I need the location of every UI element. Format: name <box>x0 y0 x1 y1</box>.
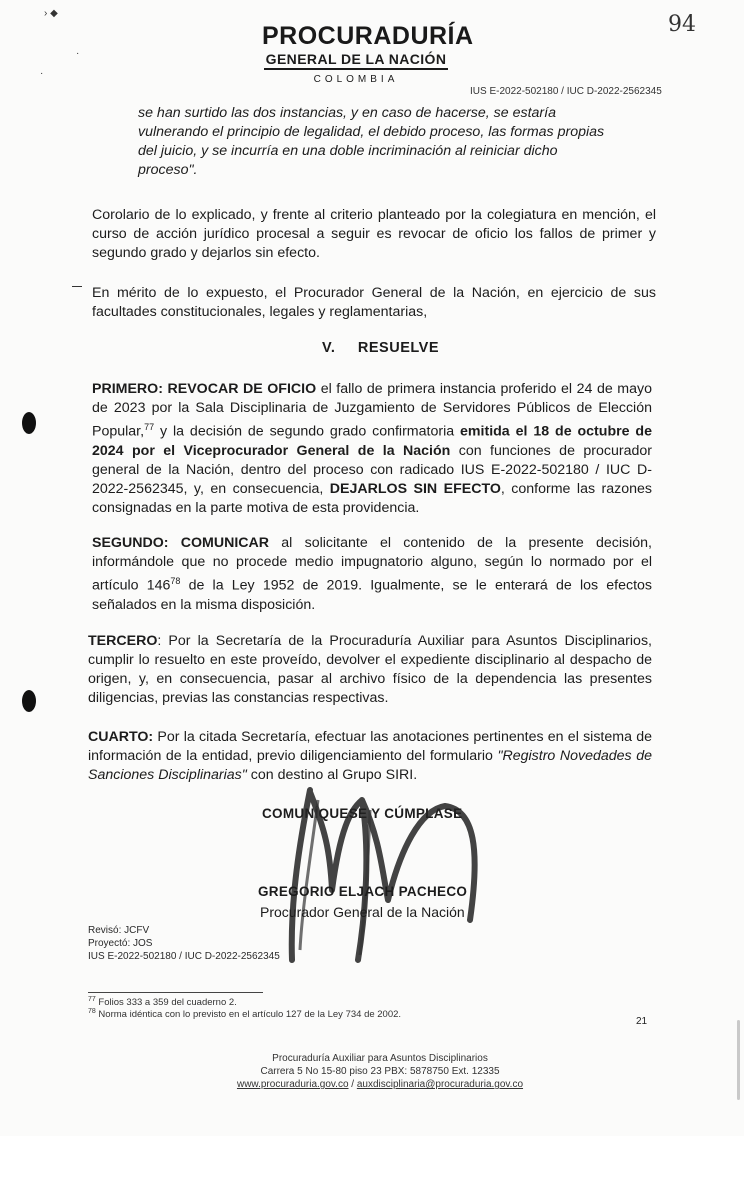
tercero-text: : Por la Secretaría de la Procuraduría Auxiliar para Asuntos Disciplinarios, cumplir lo resuelto en este proveído, devolver el expediente disciplinario al despacho de origen, y, en consecuencia, pasar al archivo físico de la dependencia las presentes diligencias, previas las constancias respectivas. <box>88 633 652 706</box>
footnote-ref-78: 78 <box>170 576 181 586</box>
signatory-title: Procurador General de la Nación <box>260 904 465 920</box>
website-link[interactable]: www.procuraduria.gov.co <box>236 1079 349 1090</box>
primero-emphasis: DEJARLOS SIN EFECTO <box>329 480 501 497</box>
credit-reference: IUS E-2022-502180 / IUC D-2022-2562345 <box>88 951 280 962</box>
handwritten-folio-number: 94 <box>668 12 696 37</box>
footnote-78 <box>88 1008 401 1020</box>
scan-mark: · <box>76 48 80 59</box>
binder-hole <box>22 690 36 712</box>
scan-mark: · <box>40 68 44 79</box>
segundo-text: al solicitante el contenido de la presente decisión, informándole que no procede medio impugnatorio alguno, según lo normado por el artículo 146 <box>92 535 652 594</box>
paragraph-corolario: Corolario de lo explicado, y frente al criterio planteado por la colegiatura en mención, el curso de acción jurídico procesal a seguir es revocar de oficio los fallos de primer y segundo grado y dejarlos sin efecto. <box>92 207 656 261</box>
paragraph-merito: En mérito de lo expuesto, el Procurador General de la Nación, en ejercicio de sus facultades constitucionales, legales y reglamentarias, <box>92 285 656 320</box>
primero-emphasis: emitida el 18 de octubre de 2024 por el Viceprocurador General de la Nación <box>92 423 652 459</box>
cuarto-text: Por la citada Secretaría, efectuar las anotaciones pertinentes en el sistema de información de la entidad, previo diligenciamiento del formulario <box>88 729 652 764</box>
footnote-text: Norma idéntica con lo previsto en el artículo 127 de la Ley 734 de 2002. <box>95 1009 402 1021</box>
footnote-number: 78 <box>88 1008 96 1015</box>
footer-separator: / <box>348 1079 357 1090</box>
quote-line: del juicio, y se incurría en una doble incriminación al reiniciar dicho <box>138 143 558 159</box>
credit-drafted: Proyectó: JOS <box>88 938 153 949</box>
cuarto-label: CUARTO: <box>88 729 154 745</box>
footnote-number: 77 <box>88 996 96 1003</box>
footnote-ref-77: 77 <box>144 422 155 432</box>
quote-line: se han surtido las dos instancias, y en caso de hacerse, se estaría <box>138 105 556 121</box>
margin-dash <box>72 286 82 287</box>
quote-line: vulnerando el principio de legalidad, el debido proceso, las formas propias <box>138 124 605 140</box>
footnote-divider <box>88 992 263 993</box>
email-link[interactable]: auxdisciplinaria@procuraduria.gov.co <box>356 1079 524 1090</box>
brand-subtitle: GENERAL DE LA NACIÓN <box>264 50 449 70</box>
institution-logo <box>262 22 474 85</box>
primero-text: el fallo de primera instancia proferido el 24 de mayo de 2023 por la Sala Disciplinaria de Juzgamiento de Servidores Públicos de Elección Popular, <box>92 381 652 440</box>
tercero-label: TERCERO <box>88 633 158 649</box>
footnote-77 <box>88 996 237 1008</box>
scrollbar[interactable] <box>737 1020 740 1100</box>
quote-line: proceso". <box>138 162 198 178</box>
segundo-label: SEGUNDO: COMUNICAR <box>92 535 270 551</box>
footer-address: Carrera 5 No 15-80 piso 23 PBX: 5878750 Ext. 12335 <box>260 1066 500 1077</box>
brand-title: PROCURADURÍA <box>262 22 474 50</box>
section-title: RESUELVE <box>357 340 439 356</box>
cuarto-form-name: "Registro Novedades de Sanciones Disciplinarias" <box>88 748 652 783</box>
primero-text: con funciones de procurador general de la Nación, dentro del proceso con radicado IUS E-2022-502180 / IUC D-2022-2562345, y, en consecuencia, <box>92 442 652 497</box>
resolution-tercero <box>88 632 652 708</box>
binder-hole <box>22 412 36 434</box>
page-number: 21 <box>636 1016 648 1027</box>
case-reference: IUS E-2022-502180 / IUC D-2022-2562345 <box>470 86 662 97</box>
credits-block <box>88 924 280 963</box>
quote-block <box>138 104 616 180</box>
primero-text: y la decisión de segundo grado confirmatoria <box>154 423 461 440</box>
primero-label: PRIMERO: REVOCAR DE OFICIO <box>92 381 317 397</box>
credit-reviewed: Revisó: JCFV <box>88 925 150 936</box>
closing-formula: COMUNÍQUESE Y CÚMPLASE <box>262 806 463 821</box>
cuarto-text: con destino al Grupo SIRI. <box>246 767 418 783</box>
primero-text: , conforme las razones consignadas en la parte motiva de esta providencia. <box>92 480 652 516</box>
footnote-text: Folios 333 a 359 del cuaderno 2. <box>95 997 237 1009</box>
segundo-text: de la Ley 1952 de 2019. Igualmente, se le enterará de los efectos señalados en la misma disposición. <box>92 577 653 613</box>
resolution-primero <box>92 380 652 518</box>
scan-mark: › ◆ <box>44 8 58 19</box>
resolution-segundo <box>92 534 652 615</box>
brand-country: COLOMBIA <box>313 74 399 85</box>
section-heading <box>322 340 439 356</box>
footer-links <box>200 1078 560 1091</box>
page-footer <box>200 1052 560 1091</box>
section-number: V. <box>322 340 336 356</box>
signatory-name: GREGORIO ELJACH PACHECO <box>258 884 468 899</box>
footer-office: Procuraduría Auxiliar para Asuntos Disciplinarios <box>272 1053 488 1064</box>
handwritten-signature <box>270 770 510 970</box>
